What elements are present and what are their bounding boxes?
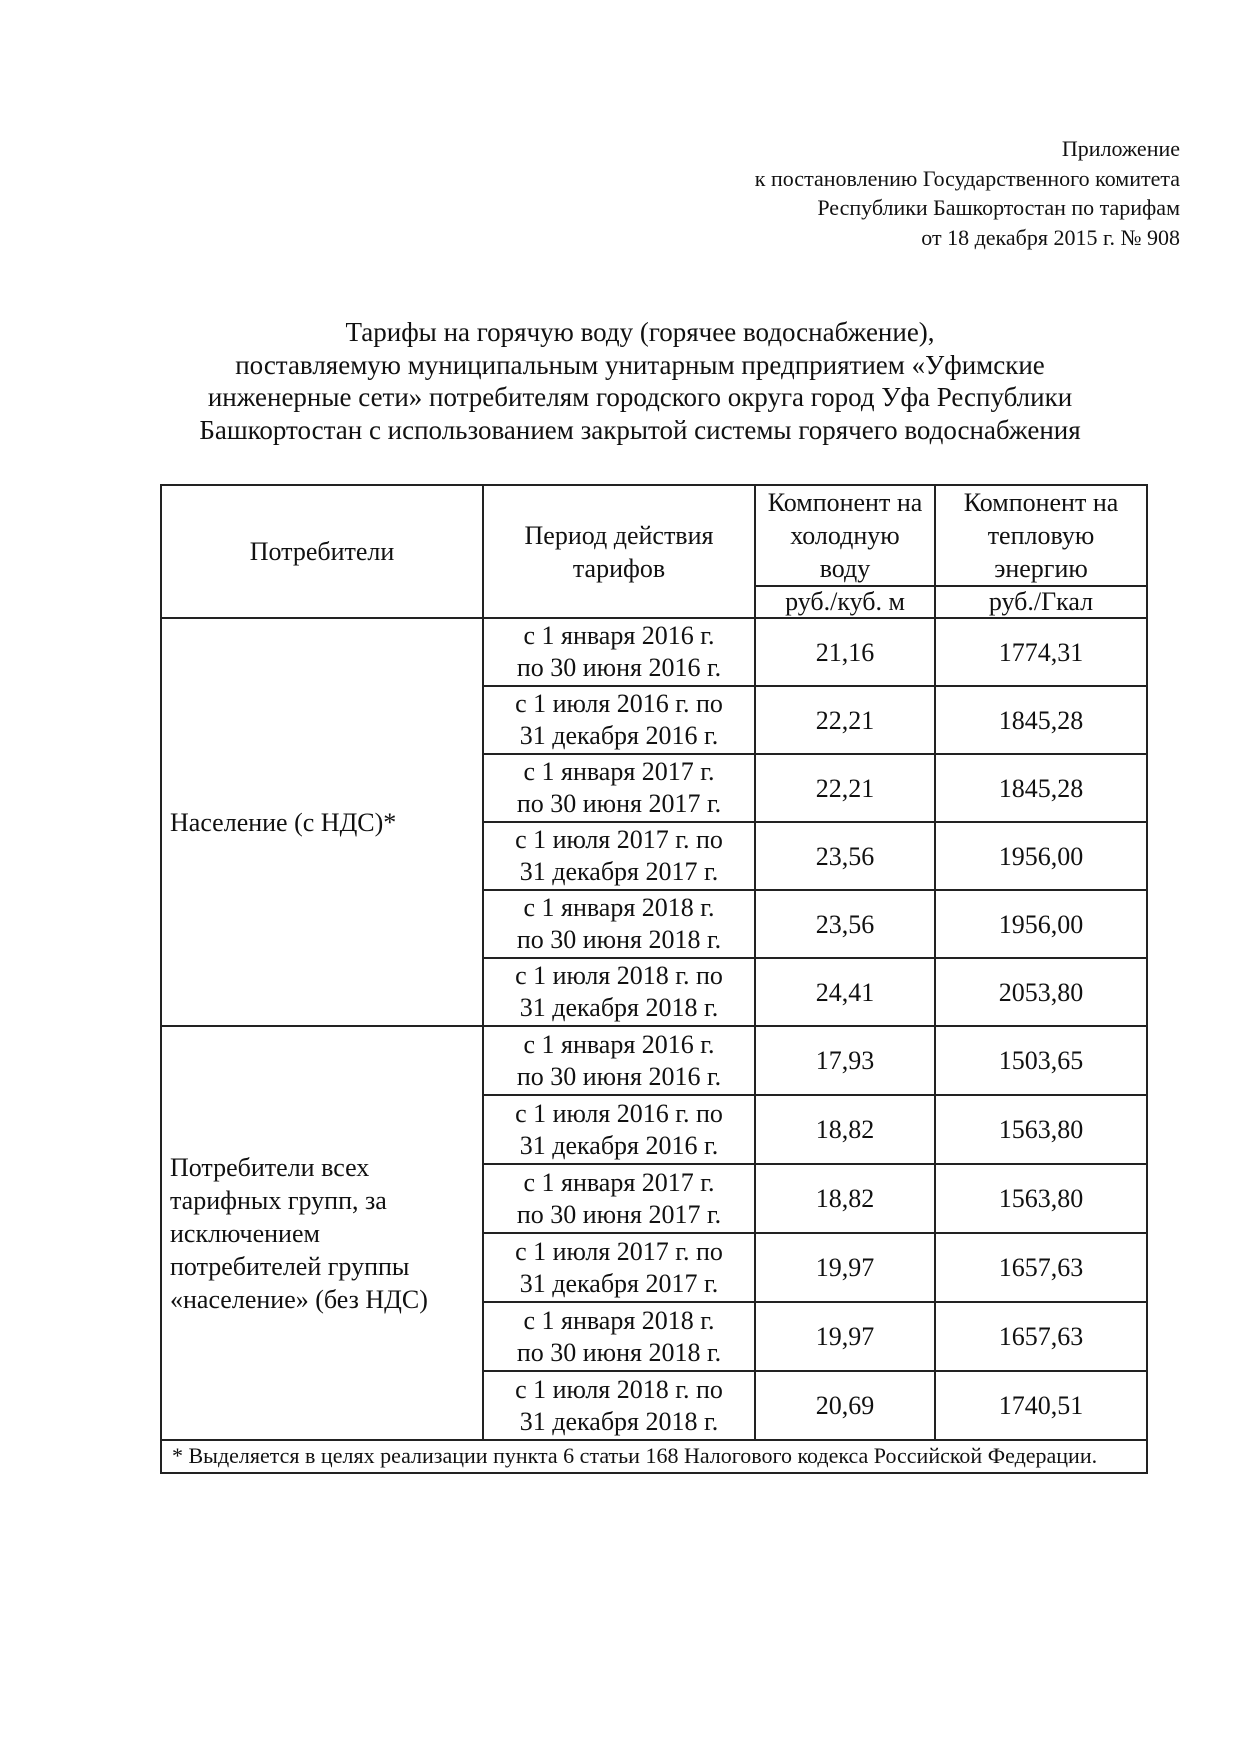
table-row [161, 618, 1147, 686]
period-line: 31 декабря 2018 г. [519, 993, 719, 1022]
period-line: по 30 июня 2016 г. [516, 1061, 722, 1091]
appendix-line: от 18 декабря 2015 г. № 908 [921, 224, 1180, 250]
period-cell [483, 890, 755, 958]
period-line: по 30 июня 2018 г. [516, 925, 722, 954]
heat-energy-value: 1845,28 [935, 754, 1147, 822]
period-line: 31 декабря 2017 г. [519, 1268, 719, 1298]
cold-water-value: 17,93 [755, 1026, 935, 1095]
period-line: с 1 января 2016 г. [523, 1029, 715, 1059]
heat-energy-value: 1657,63 [935, 1233, 1147, 1302]
consumer-line: потребителей группы [170, 1251, 410, 1281]
heat-energy-value: 1956,00 [935, 822, 1147, 890]
header-cold-water-unit: руб./куб. м [755, 586, 935, 618]
period-cell [483, 958, 755, 1026]
title-line: Тарифы на горячую воду (горячее водоснабжение), [345, 317, 935, 347]
table-row [161, 1026, 1147, 1095]
period-line: с 1 июля 2018 г. по [515, 1374, 723, 1404]
cold-water-value: 24,41 [755, 958, 935, 1026]
period-line: по 30 июня 2017 г. [516, 789, 722, 818]
period-line: с 1 января 2018 г. [523, 893, 715, 922]
period-line: с 1 января 2017 г. [523, 757, 715, 786]
heat-energy-value: 1503,65 [935, 1026, 1147, 1095]
period-line: 31 декабря 2017 г. [519, 857, 719, 886]
period-line: с 1 июля 2017 г. по [515, 1236, 723, 1266]
cold-water-value: 21,16 [755, 618, 935, 686]
period-cell [483, 1302, 755, 1371]
consumer-line: тарифных групп, за [170, 1185, 387, 1215]
cold-water-value: 19,97 [755, 1233, 935, 1302]
period-cell [483, 1164, 755, 1233]
period-line: по 30 июня 2016 г. [516, 653, 722, 682]
title-line: инженерные сети» потребителям городского округа город Уфа Республики [207, 382, 1073, 412]
period-line: с 1 января 2017 г. [523, 1167, 715, 1197]
cold-water-value: 20,69 [755, 1371, 935, 1440]
heat-energy-value: 1956,00 [935, 890, 1147, 958]
period-line: с 1 июля 2018 г. по [515, 961, 723, 990]
heat-energy-value: 2053,80 [935, 958, 1147, 1026]
heat-energy-value: 1774,31 [935, 618, 1147, 686]
appendix-line: к постановлению Государственного комитета [754, 165, 1180, 191]
period-cell [483, 1026, 755, 1095]
header-period-text: Период действия тарифов [524, 520, 714, 583]
cold-water-value: 19,97 [755, 1302, 935, 1371]
header-heat-energy-text: Компонент на тепловую энергию [963, 488, 1119, 583]
period-cell [483, 1371, 755, 1440]
header-heat-energy [935, 485, 1147, 586]
period-cell [483, 1233, 755, 1302]
consumer-all-groups [161, 1026, 483, 1440]
period-line: с 1 января 2016 г. [523, 621, 715, 650]
heat-energy-value: 1740,51 [935, 1371, 1147, 1440]
header-heat-energy-unit: руб./Гкал [935, 586, 1147, 618]
period-line: 31 декабря 2016 г. [519, 1130, 719, 1160]
consumer-line: «население» (без НДС) [170, 1284, 428, 1314]
header-consumers: Потребители [161, 485, 483, 618]
period-cell [483, 754, 755, 822]
period-line: с 1 июля 2017 г. по [515, 825, 723, 854]
header-period [483, 485, 755, 618]
footnote: * Выделяется в целях реализации пункта 6 статьи 168 Налогового кодекса Российской Федерации. [161, 1440, 1147, 1473]
heat-energy-value: 1563,80 [935, 1095, 1147, 1164]
appendix-block [755, 134, 1180, 252]
period-line: 31 декабря 2018 г. [519, 1406, 719, 1436]
cold-water-value: 18,82 [755, 1095, 935, 1164]
period-line: с 1 июля 2016 г. по [515, 689, 723, 718]
period-line: 31 декабря 2016 г. [519, 721, 719, 750]
appendix-line: Республики Башкортостан по тарифам [817, 195, 1180, 220]
period-cell [483, 686, 755, 754]
consumer-population: Население (с НДС)* [161, 618, 483, 1026]
title-line: поставляемую муниципальным унитарным предприятием «Уфимские [235, 349, 1045, 380]
period-line: с 1 января 2018 г. [523, 1305, 715, 1335]
heat-energy-value: 1657,63 [935, 1302, 1147, 1371]
tariff-table [160, 484, 1148, 1474]
title-line: Башкортостан с использованием закрытой системы горячего водоснабжения [199, 414, 1081, 445]
period-line: по 30 июня 2017 г. [516, 1199, 722, 1229]
footnote-row [161, 1440, 1147, 1473]
period-line: по 30 июня 2018 г. [516, 1337, 722, 1367]
period-cell [483, 822, 755, 890]
document-title [150, 316, 1130, 446]
appendix-line: Приложение [1061, 136, 1180, 161]
cold-water-value: 18,82 [755, 1164, 935, 1233]
consumer-line: Потребители всех [170, 1152, 370, 1182]
consumer-line: исключением [170, 1218, 320, 1248]
period-cell [483, 618, 755, 686]
header-cold-water [755, 485, 935, 586]
header-cold-water-text: Компонент на холодную воду [767, 488, 923, 583]
cold-water-value: 23,56 [755, 822, 935, 890]
cold-water-value: 23,56 [755, 890, 935, 958]
period-line: с 1 июля 2016 г. по [515, 1098, 723, 1128]
heat-energy-value: 1845,28 [935, 686, 1147, 754]
period-cell [483, 1095, 755, 1164]
cold-water-value: 22,21 [755, 686, 935, 754]
heat-energy-value: 1563,80 [935, 1164, 1147, 1233]
cold-water-value: 22,21 [755, 754, 935, 822]
